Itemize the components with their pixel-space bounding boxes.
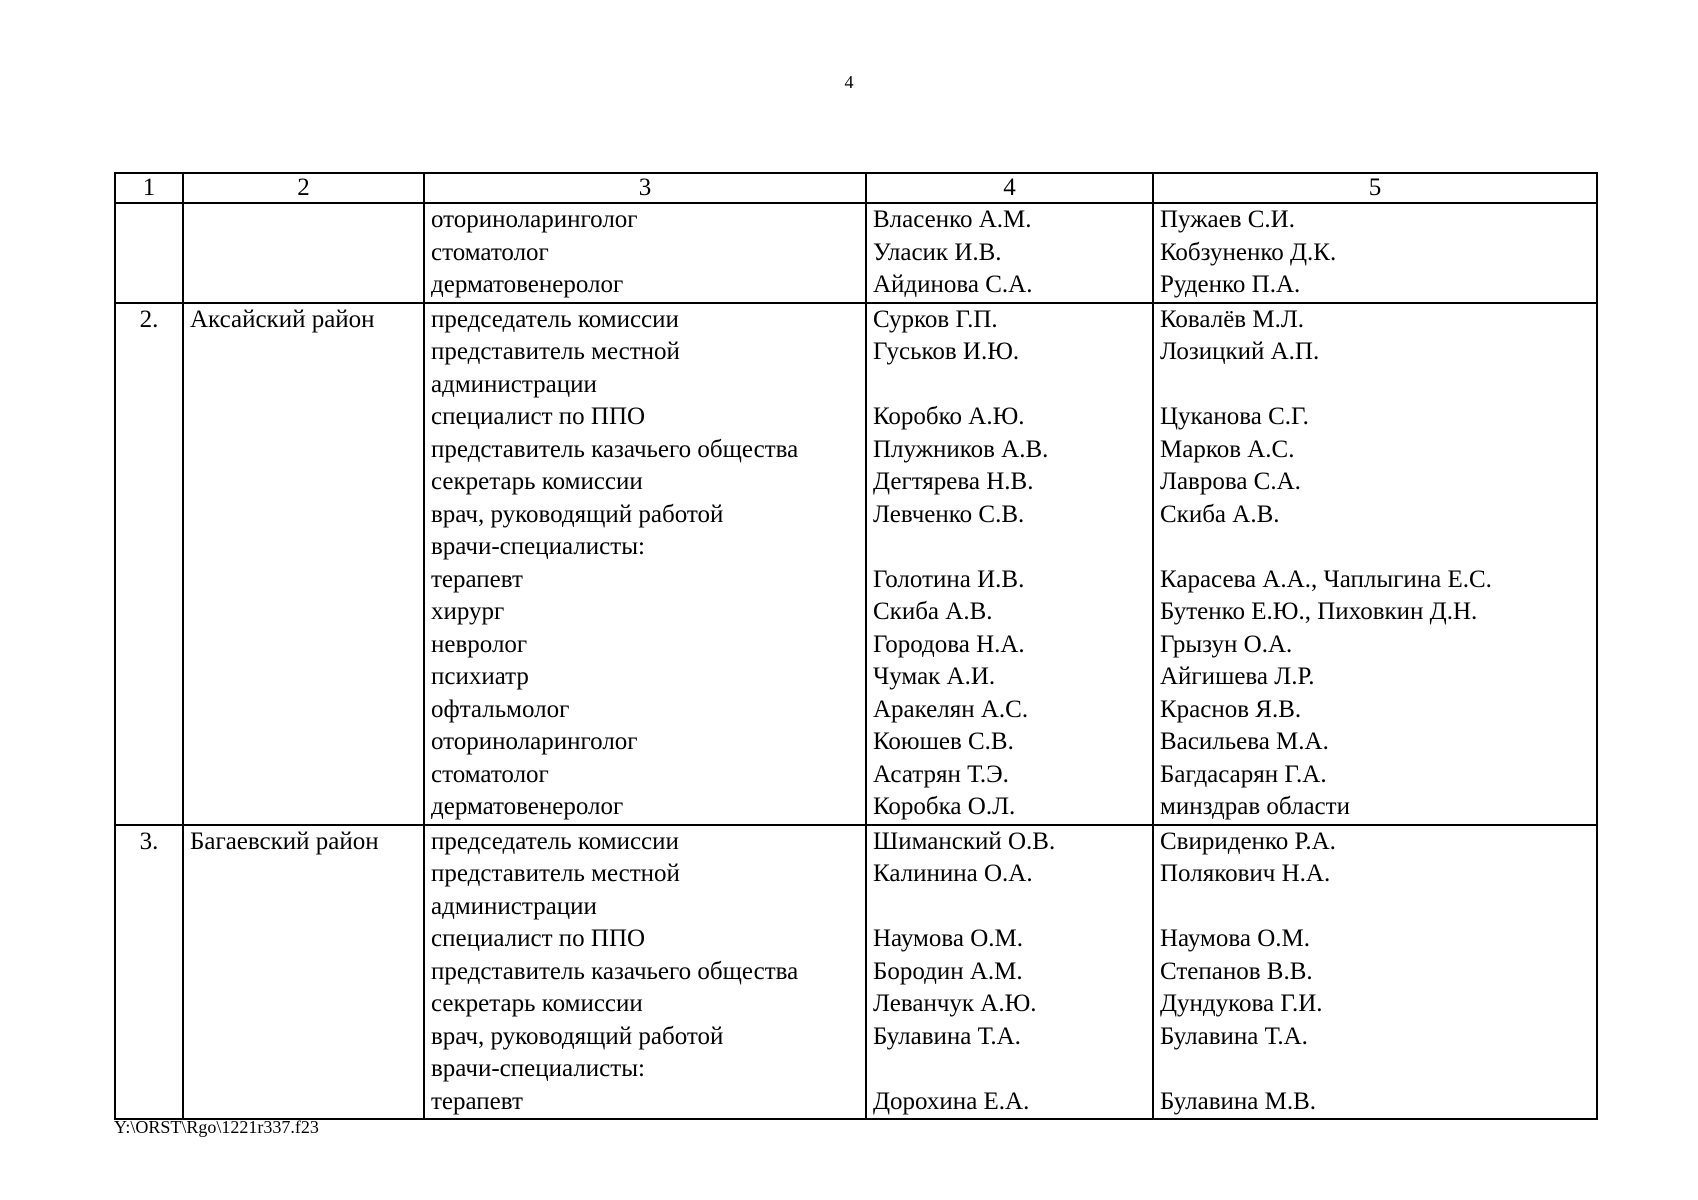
commission-table xyxy=(114,172,1598,1120)
reserve-line: Булавина М.В. xyxy=(1160,1087,1317,1115)
row-number-cell xyxy=(115,203,183,303)
member-line: Коробка О.Л. xyxy=(873,793,1016,820)
member-cell xyxy=(866,303,1153,825)
page-number: 4 xyxy=(844,72,854,92)
role-line: представитель казачьего общества xyxy=(431,957,799,985)
member-line: Дегтярева Н.В. xyxy=(873,468,1034,495)
role-line: специалист по ППО xyxy=(431,925,646,952)
member-line xyxy=(873,531,1146,564)
reserve-line: Руденко П.А. xyxy=(1160,271,1301,298)
member-line xyxy=(873,369,1146,402)
member-line: Гуськов И.Ю. xyxy=(873,338,1020,365)
role-cell xyxy=(424,203,866,303)
header-cell-5: 5 xyxy=(1153,173,1597,203)
header-cell-4: 4 xyxy=(866,173,1153,203)
member-line: Дорохина Е.А. xyxy=(873,1087,1030,1115)
reserve-line xyxy=(1160,369,1590,402)
role-line: терапевт xyxy=(431,565,523,593)
table-row xyxy=(115,303,1597,825)
reserve-line: Скиба А.В. xyxy=(1160,500,1280,528)
member-cell xyxy=(866,203,1153,303)
reserve-line: Наумова О.М. xyxy=(1160,925,1310,952)
district-cell: Багаевский район xyxy=(183,825,424,1120)
role-cell xyxy=(424,825,866,1120)
role-line: хирург xyxy=(431,598,505,625)
member-line: Чумак А.И. xyxy=(873,663,996,690)
reserve-line: Булавина Т.А. xyxy=(1160,1022,1308,1050)
reserve-line: Айгишева Л.Р. xyxy=(1160,663,1315,690)
role-line: оториноларинголог xyxy=(431,206,638,233)
reserve-line xyxy=(1160,531,1590,564)
member-line: Наумова О.М. xyxy=(873,925,1023,952)
role-line: стоматолог xyxy=(431,760,549,788)
role-line: председатель комиссии xyxy=(431,827,679,855)
member-line: Голотина И.В. xyxy=(873,565,1025,593)
member-line: Плужников А.В. xyxy=(873,435,1049,463)
row-number-cell: 3. xyxy=(115,825,183,1120)
district-cell: Аксайский район xyxy=(183,303,424,825)
role-line: офтальмолог xyxy=(431,695,570,723)
table-row xyxy=(115,825,1597,1120)
header-cell-3: 3 xyxy=(424,173,866,203)
member-line: Уласик И.В. xyxy=(873,238,1002,266)
role-line: специалист по ППО xyxy=(431,403,646,430)
member-line: Асатрян Т.Э. xyxy=(873,760,1009,788)
role-line: администрации xyxy=(431,370,597,398)
member-line: Булавина Т.А. xyxy=(873,1022,1021,1050)
footer-file-path: Y:\ORST\Rgo\1221r337.f23 xyxy=(114,1117,319,1137)
role-line: врачи-специалисты: xyxy=(431,1055,645,1082)
member-cell xyxy=(866,825,1153,1120)
reserve-line: Краснов Я.В. xyxy=(1160,695,1302,723)
row-number-cell: 2. xyxy=(115,303,183,825)
reserve-line: Багдасарян Г.А. xyxy=(1160,760,1327,788)
role-line: стоматолог xyxy=(431,238,549,266)
reserve-line: Цуканова С.Г. xyxy=(1160,403,1309,430)
member-line: Городова Н.А. xyxy=(873,630,1025,658)
role-line: врач, руководящий работой xyxy=(431,1022,724,1050)
role-line: представитель казачьего общества xyxy=(431,435,799,463)
reserve-cell xyxy=(1153,825,1597,1120)
reserve-line: Лаврова С.А. xyxy=(1160,468,1301,495)
table-body xyxy=(115,173,1597,1119)
member-line: Аракелян А.С. xyxy=(873,695,1029,723)
role-line: дерматовенеролог xyxy=(431,271,624,298)
header-cell-2: 2 xyxy=(183,173,424,203)
reserve-line: Лозицкий А.П. xyxy=(1160,338,1320,365)
header-row xyxy=(115,173,1597,203)
table-row xyxy=(115,203,1597,303)
reserve-line xyxy=(1160,1053,1590,1086)
role-line: дерматовенеролог xyxy=(431,793,624,820)
role-line: невролог xyxy=(431,630,528,658)
member-line: Скиба А.В. xyxy=(873,598,993,625)
reserve-line: Пужаев С.И. xyxy=(1160,206,1295,233)
member-line: Калинина О.А. xyxy=(873,860,1033,887)
header-cell-1: 1 xyxy=(115,173,183,203)
member-line: Власенко А.М. xyxy=(873,206,1032,233)
reserve-line: Кобзуненко Д.К. xyxy=(1160,238,1337,266)
role-line: секретарь комиссии xyxy=(431,990,643,1017)
member-line: Левченко С.В. xyxy=(873,500,1025,528)
member-line xyxy=(873,1053,1146,1086)
role-line: представитель местной xyxy=(431,338,680,365)
member-line: Шиманский О.В. xyxy=(873,827,1056,855)
reserve-line: Дундукова Г.И. xyxy=(1160,990,1323,1017)
role-cell xyxy=(424,303,866,825)
reserve-line: Васильева М.А. xyxy=(1160,728,1329,755)
reserve-line: Свириденко Р.А. xyxy=(1160,827,1336,855)
role-line: секретарь комиссии xyxy=(431,468,643,495)
member-line xyxy=(873,891,1146,924)
member-line: Леванчук А.Ю. xyxy=(873,990,1037,1017)
role-line: терапевт xyxy=(431,1087,523,1115)
reserve-line: минздрав области xyxy=(1160,793,1350,820)
member-line: Айдинова С.А. xyxy=(873,271,1033,298)
reserve-line: Марков А.С. xyxy=(1160,435,1295,463)
role-line: врач, руководящий работой xyxy=(431,500,724,528)
role-line: психиатр xyxy=(431,663,529,690)
reserve-line xyxy=(1160,891,1590,924)
reserve-cell xyxy=(1153,203,1597,303)
reserve-cell xyxy=(1153,303,1597,825)
reserve-line: Карасева А.А., Чаплыгина Е.С. xyxy=(1160,565,1492,593)
role-line: председатель комиссии xyxy=(431,305,679,333)
reserve-line: Бутенко Е.Ю., Пиховкин Д.Н. xyxy=(1160,598,1478,625)
role-line: оториноларинголог xyxy=(431,728,638,755)
reserve-line: Полякович Н.А. xyxy=(1160,860,1331,887)
reserve-line: Степанов В.В. xyxy=(1160,957,1313,985)
role-line: врачи-специалисты: xyxy=(431,533,645,560)
role-line: представитель местной xyxy=(431,860,680,887)
role-line: администрации xyxy=(431,892,597,920)
reserve-line: Грызун О.А. xyxy=(1160,630,1293,658)
member-line: Бородин А.М. xyxy=(873,957,1023,985)
district-cell xyxy=(183,203,424,303)
member-line: Сурков Г.П. xyxy=(873,305,998,333)
member-line: Коюшев С.В. xyxy=(873,728,1014,755)
reserve-line: Ковалёв М.Л. xyxy=(1160,305,1305,333)
member-line: Коробко А.Ю. xyxy=(873,403,1025,430)
